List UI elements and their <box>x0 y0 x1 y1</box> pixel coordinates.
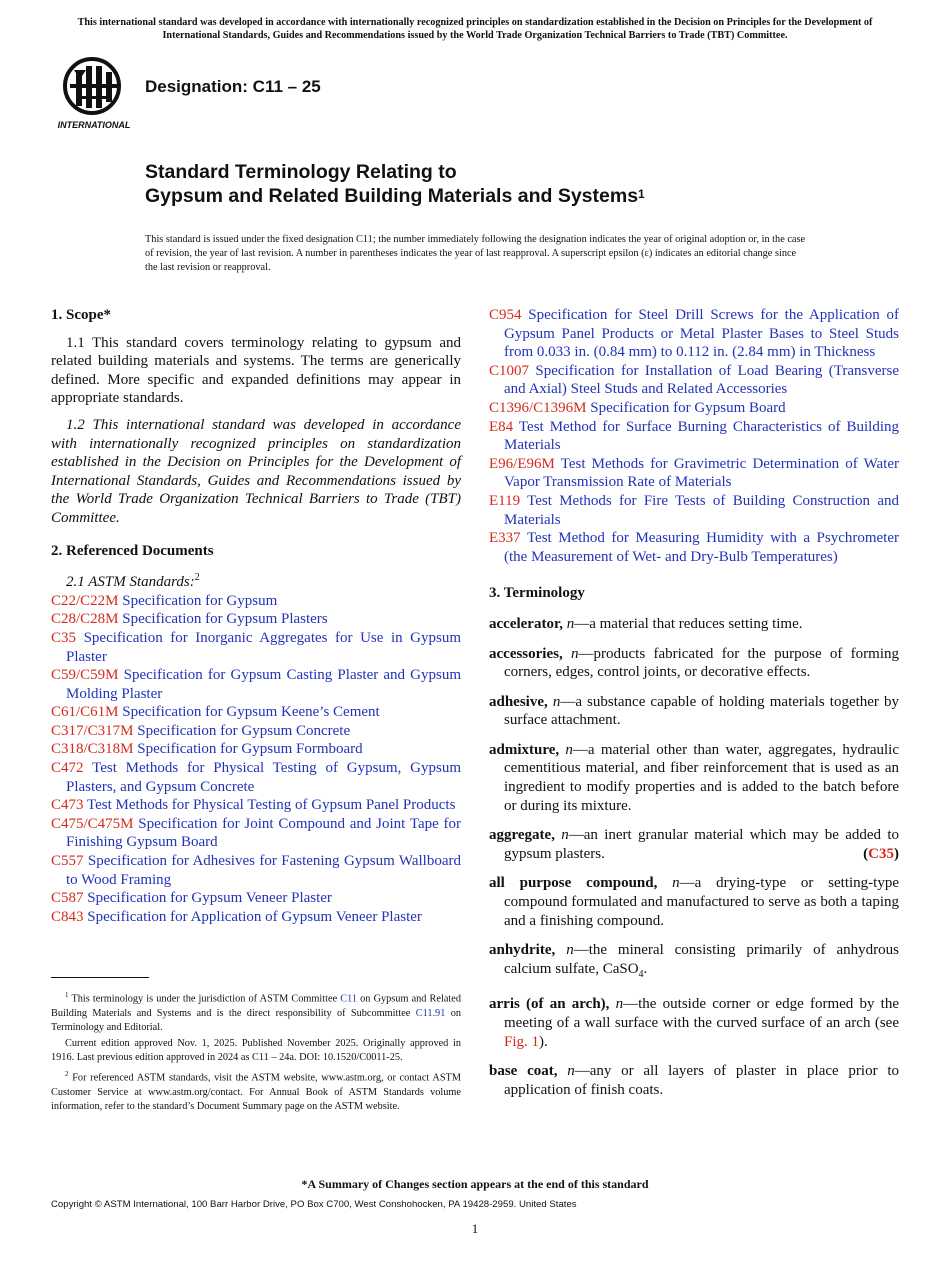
footnotes <box>51 988 461 1116</box>
title-footnote-mark[interactable]: 1 <box>638 187 645 201</box>
title-line-2: Gypsum and Related Building Materials and Systems <box>145 185 639 207</box>
reference-title-link[interactable]: Specification for Installation of Load Bearing (Transverse and Axial) Steel Studs and Related Accessories <box>504 362 899 398</box>
reference-title-link[interactable]: Specification for Gypsum Keene’s Cement <box>122 704 380 721</box>
reference-item <box>489 529 899 566</box>
reference-title-link[interactable]: Specification for Steel Drill Screws for the Application of Gypsum Panel Products or Metal Plaster Bases to Steel Studs from 0.033 in. (0.84 mm) to 0.112 in. (2.84 mm) in Thickness <box>504 307 900 361</box>
reference-code-link[interactable]: C1396/C1396M <box>489 399 587 416</box>
term-entry <box>489 826 899 863</box>
reference-code-link[interactable]: C472 <box>51 760 84 777</box>
referenced-list-right <box>489 306 899 566</box>
term-entry <box>489 693 899 730</box>
designation: Designation: C11 – 25 <box>145 77 321 96</box>
term-entry <box>489 645 899 682</box>
term-part-of-speech: n <box>566 615 575 632</box>
reference-code-link[interactable]: C587 <box>51 890 84 907</box>
term-entry <box>489 941 899 984</box>
term-entry <box>489 741 899 815</box>
term-definition-end: ). <box>539 1033 548 1050</box>
reference-title-link[interactable]: Test Methods for Physical Testing of Gypsum Panel Products <box>87 797 456 814</box>
term-part-of-speech: n <box>672 875 680 892</box>
astm-standards-subhead <box>66 569 461 592</box>
term-definition: —the outside corner or edge formed by the meeting of a wall surface with the curved surface of an arch (see <box>504 996 900 1031</box>
reference-item <box>51 759 461 796</box>
term-definition: —a material that reduces setting time. <box>574 615 803 632</box>
referenced-heading: 2. Referenced Documents <box>51 542 214 559</box>
reference-title-link[interactable]: Specification for Gypsum Casting Plaster and Gypsum Molding Plaster <box>66 667 461 702</box>
reference-item <box>489 362 899 399</box>
term-definition: —a substance capable of holding materials together by surface attachment. <box>504 693 899 729</box>
term-definition: —any or all layers of plaster in place prior to application of finish coats. <box>504 1063 899 1098</box>
reference-title-link[interactable]: Specification for Gypsum Board <box>590 399 786 416</box>
reference-item <box>51 889 461 908</box>
reference-code-link[interactable]: C59/C59M <box>51 667 119 684</box>
footnote-1-mark: 1 <box>65 991 69 999</box>
reference-code-link[interactable]: C317/C317M <box>51 722 134 739</box>
terminology-heading: 3. Terminology <box>489 585 585 602</box>
reference-title-link[interactable]: Specification for Inorganic Aggregates for Use in Gypsum Plaster <box>66 629 461 665</box>
reference-item <box>489 306 899 362</box>
reference-title-link[interactable]: Specification for Joint Compound and Joint Tape for Finishing Gypsum Board <box>66 815 462 851</box>
term-part-of-speech: n <box>615 996 624 1013</box>
reference-code-link[interactable]: C475/C475M <box>51 815 134 832</box>
scope-paragraph-2 <box>51 416 461 528</box>
citation-link[interactable]: C35 <box>868 845 894 862</box>
reference-code-link[interactable]: C1007 <box>489 362 530 379</box>
reference-item <box>51 740 461 759</box>
left-column <box>51 306 461 926</box>
term-definition: —the mineral consisting primarily of anhydrous calcium sulfate, CaSO <box>504 942 900 977</box>
reference-item <box>489 455 899 492</box>
reference-title-link[interactable]: Specification for Gypsum <box>122 592 278 609</box>
top-notice: This international standard was developed in accordance with internationally recognized principles on standardization established in the Decision on Principles for the Development of International Standards, Guides and Recommendations issued by the World Trade Organization Technical Barriers to Trade (TBT) Committee. <box>77 17 873 41</box>
issued-note: This standard is issued under the fixed designation C11; the number immediately following the designation indicates the year of original adoption or, in the case of revision, the year of last revision. A number in parentheses indicates the year of last reapproval. A superscript epsilon (ε) indicates an editorial change since the last revision or reapproval. <box>145 234 806 273</box>
reference-code-link[interactable]: C954 <box>489 307 522 323</box>
footnote-2 <box>51 1067 461 1114</box>
reference-code-link[interactable]: C843 <box>51 908 84 925</box>
reference-item <box>51 610 461 629</box>
reference-code-link[interactable]: E84 <box>489 418 514 435</box>
term-part-of-speech: n <box>565 741 573 758</box>
footnote-1 <box>51 988 461 1035</box>
reference-code-link[interactable]: E337 <box>489 530 521 547</box>
reference-item <box>489 418 899 455</box>
term-definition: —a drying-type or setting-type compound formulated and manufactured to serve as both a taping and a finishing compound. <box>504 875 899 929</box>
term-word: base coat, <box>489 1063 558 1080</box>
footnote-1-text-b: on Gypsum and Related Building Materials and Systems and is the direct responsibility of Subcommittee <box>51 993 462 1019</box>
footnote-rule <box>51 977 149 978</box>
term-subscript: 4 <box>638 968 644 980</box>
referenced-list-left <box>51 592 461 927</box>
term-entry <box>489 1062 899 1099</box>
copyright: Copyright © ASTM International, 100 Barr Harbor Drive, PO Box C700, West Conshohocken, PA 19428-2959. United States <box>51 1199 577 1210</box>
term-word: aggregate, <box>489 827 555 844</box>
term-part-of-speech: n <box>566 942 574 959</box>
scope-paragraph-2-text: 1.2 This international standard was developed in accordance with internationally recognized principles on standardization established in the Decision on Principles for the Development of International Standards, Guides and Recommendations issued by the World Trade Organization Technical Barriers to Trade (TBT) Committee. <box>51 416 461 526</box>
reference-item <box>51 592 461 611</box>
term-definition: —products fabricated for the purpose of forming corners, edges, control joints, or decorative effects. <box>504 645 899 681</box>
reference-code-link[interactable]: C28/C28M <box>51 611 119 628</box>
title-line-1: Standard Terminology Relating to <box>145 161 457 183</box>
reference-code-link[interactable]: C61/C61M <box>51 704 119 721</box>
term-word: accelerator, <box>489 615 563 632</box>
scope-heading: 1. Scope* <box>51 307 111 323</box>
subcommittee-c11-91-link[interactable]: C11.91 <box>415 1007 446 1019</box>
reference-item <box>51 722 461 741</box>
term-word: all purpose compound, <box>489 875 658 892</box>
right-column <box>489 306 899 1110</box>
edition-note: Current edition approved Nov. 1, 2025. Published November 2025. Originally approved in 1916. Last previous edition approved in 2024 as C11 – 24a. DOI: 10.1520/C0011-25. <box>51 1038 461 1064</box>
logo-org-text: INTERNATIONAL <box>57 120 131 130</box>
reference-item <box>489 492 899 529</box>
footnote-2-mark: 2 <box>65 1070 69 1079</box>
term-entry <box>489 615 899 634</box>
summary-of-changes-note: *A Summary of Changes section appears at the end of this standard <box>301 1177 649 1191</box>
reference-code-link[interactable]: C35 <box>51 629 77 646</box>
reference-item <box>51 796 461 815</box>
reference-code-link[interactable]: C318/C318M <box>51 741 134 758</box>
figure-link[interactable]: Fig. 1 <box>504 1033 540 1050</box>
term-entry <box>489 995 899 1051</box>
term-part-of-speech: n <box>552 693 561 710</box>
reference-code-link[interactable]: E96/E96M <box>489 455 555 472</box>
footnote-1-text-c: on Terminology and Editorial. <box>51 1007 461 1033</box>
citation-close: ) <box>894 845 899 862</box>
reference-item <box>51 629 461 666</box>
term-definition: —a material other than water, aggregates, hydraulic cementitious material, and fiber reinforcement that is used as an ingredient to modify properties and is added to the batch before or during its mixture. <box>504 741 899 814</box>
term-part-of-speech: n <box>571 645 579 662</box>
term-word: accessories, <box>489 645 563 662</box>
reference-item <box>51 908 461 927</box>
reference-title-link[interactable]: Specification for Gypsum Formboard <box>137 741 363 758</box>
term-definition: —an inert granular material which may be added to gypsum plasters. <box>504 827 899 862</box>
reference-item <box>51 852 461 889</box>
page-number: 1 <box>471 1221 479 1236</box>
reference-item <box>489 399 899 418</box>
term-entry <box>489 874 899 930</box>
footnote-2-text: For referenced ASTM standards, visit the ASTM website, www.astm.org, or contact ASTM Customer Service at www.astm.org/contact. For Annual Book of ASTM Standards volume information, refer to the standard’s Document Summary page on the ASTM website. <box>51 1072 462 1113</box>
reference-title-link[interactable]: Specification for Gypsum Veneer Plaster <box>87 890 332 907</box>
term-definition-end: . <box>643 960 648 977</box>
astm-logo <box>52 56 136 132</box>
astm-logo-mark <box>52 56 136 132</box>
reference-item <box>51 815 461 852</box>
term-part-of-speech: n <box>561 827 569 844</box>
terminology-list <box>489 615 899 1099</box>
reference-code-link[interactable]: E119 <box>489 492 521 509</box>
committee-c11-link[interactable]: C11 <box>340 993 358 1005</box>
term-word: arris (of an arch), <box>489 996 610 1013</box>
citation-open: ( <box>863 845 869 862</box>
reference-title-link[interactable]: Test Methods for Fire Tests of Building Construction and Materials <box>504 492 899 528</box>
reference-title-link[interactable]: Test Method for Measuring Humidity with a Psychrometer (the Measurement of Wet- and Dry-Bulb Temperatures) <box>504 530 900 565</box>
reference-title-link[interactable]: Test Methods for Physical Testing of Gypsum, Gypsum Plasters, and Gypsum Concrete <box>66 760 461 795</box>
astm-standards-footnote-mark[interactable]: 2 <box>194 572 200 584</box>
term-citation <box>863 845 899 864</box>
scope-paragraph-1: 1.1 This standard covers terminology relating to gypsum and related building materials and systems. The terms are generically defined. More specific and expanded definitions may appear in appropriate standards. <box>51 334 461 407</box>
reference-item <box>51 703 461 722</box>
term-part-of-speech: n <box>567 1063 575 1080</box>
term-word: admixture, <box>489 741 560 758</box>
astm-standards-label: 2.1 ASTM Standards: <box>66 574 195 591</box>
reference-title-link[interactable]: Specification for Gypsum Plasters <box>122 611 328 628</box>
reference-code-link[interactable]: C22/C22M <box>51 592 119 609</box>
reference-item <box>51 666 461 703</box>
reference-title-link[interactable]: Test Method for Surface Burning Characteristics of Building Materials <box>504 418 899 454</box>
footnote-1-text-a: This terminology is under the jurisdiction of ASTM Committee <box>71 993 341 1005</box>
reference-title-link[interactable]: Specification for Application of Gypsum Veneer Plaster <box>87 908 422 925</box>
document-title <box>145 160 645 208</box>
reference-title-link[interactable]: Specification for Adhesives for Fastening Gypsum Wallboard to Wood Framing <box>66 853 462 888</box>
term-word: adhesive, <box>489 693 548 710</box>
reference-code-link[interactable]: C557 <box>51 853 84 870</box>
reference-code-link[interactable]: C473 <box>51 797 84 814</box>
reference-title-link[interactable]: Specification for Gypsum Concrete <box>137 722 351 739</box>
reference-title-link[interactable]: Test Methods for Gravimetric Determination of Water Vapor Transmission Rate of Materials <box>504 455 899 491</box>
term-word: anhydrite, <box>489 942 556 959</box>
